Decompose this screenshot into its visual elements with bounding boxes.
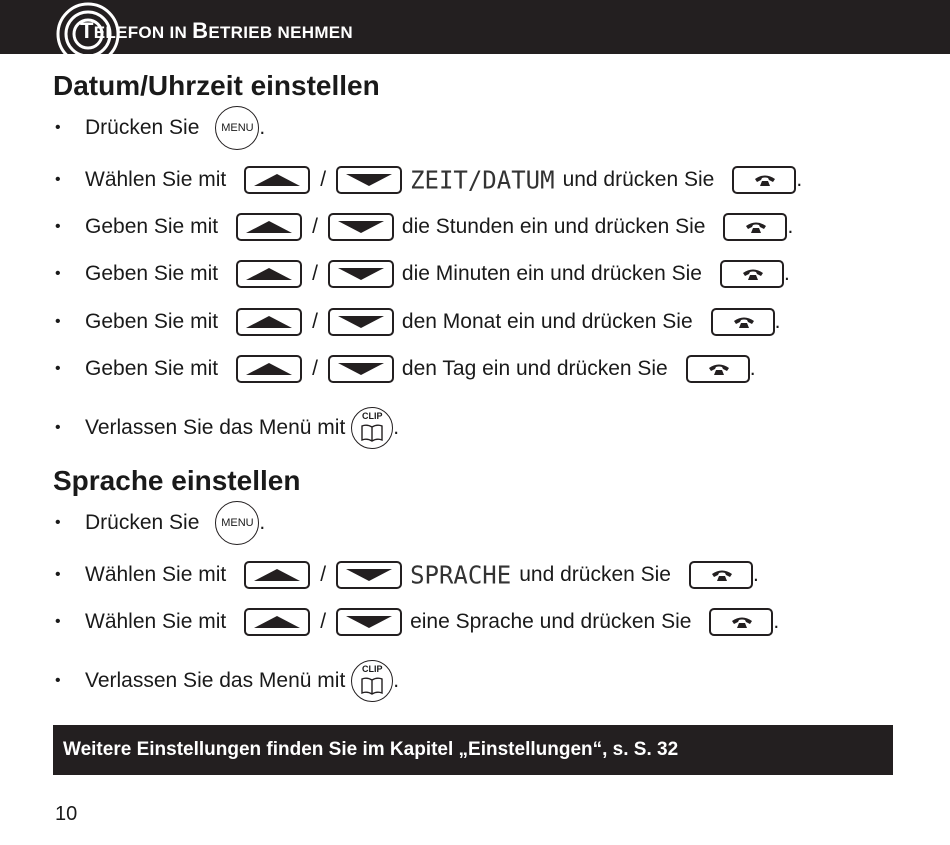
handset-key-icon[interactable]: [720, 260, 784, 288]
up-arrow-key-icon[interactable]: [244, 166, 310, 194]
header-rest-2: ETRIEB NEHMEN: [208, 23, 353, 42]
down-arrow-key-icon[interactable]: [328, 213, 394, 241]
slash-separator: /: [312, 357, 318, 380]
section-title: Datum/Uhrzeit einstellen: [53, 70, 380, 101]
step-text: die Minuten ein und drücken Sie: [401, 262, 702, 285]
step-punctuation: .: [393, 416, 400, 439]
book-clip-icon[interactable]: [351, 660, 393, 702]
step-text: den Tag ein und drücken Sie: [401, 357, 668, 380]
step-item: [55, 302, 780, 342]
step-text: Drücken Sie: [85, 116, 200, 139]
up-arrow-key-icon[interactable]: [244, 608, 310, 636]
step-text: Geben Sie mit: [85, 262, 219, 285]
step-text: Verlassen Sie das Menü mit: [85, 669, 346, 692]
page-number: 10: [55, 803, 78, 825]
info-bar: [53, 725, 893, 775]
bullet: •: [55, 566, 61, 583]
section-title: Sprache einstellen: [53, 465, 301, 496]
header-rest-1: ELEFON IN: [93, 23, 193, 42]
bullet: •: [55, 218, 61, 235]
slash-separator: /: [312, 310, 318, 333]
lcd-display-text: SPRACHE: [410, 560, 512, 590]
step-text: die Stunden ein und drücken Sie: [401, 215, 706, 238]
step-item: [55, 555, 759, 595]
step-text: Wählen Sie mit: [85, 168, 227, 191]
slash-separator: /: [320, 168, 327, 191]
down-arrow-key-icon[interactable]: [336, 608, 402, 636]
step-punctuation: .: [393, 669, 400, 692]
bullet: •: [55, 419, 61, 436]
up-arrow-key-icon[interactable]: [236, 260, 302, 288]
step-text: Geben Sie mit: [85, 357, 219, 380]
step-item: [55, 108, 265, 148]
header-bar: [0, 0, 950, 54]
step-item: [55, 408, 399, 448]
step-text: und drücken Sie: [519, 563, 671, 586]
bullet: •: [55, 360, 61, 377]
step-text: Wählen Sie mit: [85, 610, 227, 633]
step-text: den Monat ein und drücken Sie: [401, 310, 693, 333]
step-punctuation: .: [787, 215, 794, 238]
step-punctuation: .: [773, 610, 780, 633]
menu-key-icon[interactable]: MENU: [215, 501, 259, 545]
step-item: [55, 602, 779, 642]
step-item: [55, 160, 802, 200]
step-text: Geben Sie mit: [85, 310, 219, 333]
clip-key-label: CLIP: [362, 411, 383, 421]
handset-key-icon[interactable]: [711, 308, 775, 336]
step-punctuation: .: [259, 511, 266, 534]
handset-key-icon[interactable]: [723, 213, 787, 241]
step-punctuation: .: [783, 262, 790, 285]
down-arrow-key-icon[interactable]: [336, 561, 402, 589]
handset-key-icon[interactable]: [686, 355, 750, 383]
clip-key-label: CLIP: [362, 664, 383, 674]
step-text: Verlassen Sie das Menü mit: [85, 416, 346, 439]
step-punctuation: .: [749, 357, 756, 380]
step-item: [55, 207, 793, 247]
step-item: [55, 661, 399, 701]
down-arrow-key-icon[interactable]: [328, 260, 394, 288]
bullet: •: [55, 672, 61, 689]
up-arrow-key-icon[interactable]: [236, 355, 302, 383]
header-cap-2: B: [192, 18, 209, 43]
lcd-display-text: ZEIT/DATUM: [410, 165, 555, 195]
book-clip-icon[interactable]: [351, 407, 393, 449]
down-arrow-key-icon[interactable]: [328, 355, 394, 383]
slash-separator: /: [320, 610, 327, 633]
bullet: •: [55, 119, 61, 136]
step-text: Geben Sie mit: [85, 215, 219, 238]
handset-key-icon[interactable]: [689, 561, 753, 589]
up-arrow-key-icon[interactable]: [244, 561, 310, 589]
step-text: und drücken Sie: [562, 168, 715, 191]
slash-separator: /: [312, 215, 318, 238]
bullet: •: [55, 514, 61, 531]
step-item: [55, 254, 790, 294]
step-punctuation: .: [753, 563, 759, 586]
step-text: eine Sprache und drücken Sie: [410, 610, 692, 633]
handset-key-icon[interactable]: [732, 166, 796, 194]
handset-key-icon[interactable]: [709, 608, 773, 636]
step-text: Drücken Sie: [85, 511, 200, 534]
bullet: •: [55, 313, 61, 330]
info-bar-text: Weitere Einstellungen finden Sie im Kapitel „Einstellungen“, s. S. 32: [63, 739, 679, 760]
bullet: •: [55, 265, 61, 282]
header-title: [80, 18, 353, 44]
step-text: Wählen Sie mit: [85, 563, 227, 586]
slash-separator: /: [312, 262, 318, 285]
step-punctuation: .: [774, 310, 781, 333]
down-arrow-key-icon[interactable]: [336, 166, 402, 194]
slash-separator: /: [320, 563, 327, 586]
up-arrow-key-icon[interactable]: [236, 213, 302, 241]
step-item: [55, 503, 265, 543]
menu-key-icon[interactable]: MENU: [215, 106, 259, 150]
up-arrow-key-icon[interactable]: [236, 308, 302, 336]
bullet: •: [55, 171, 61, 188]
bullet: •: [55, 613, 61, 630]
step-item: [55, 349, 756, 389]
down-arrow-key-icon[interactable]: [328, 308, 394, 336]
step-punctuation: .: [259, 116, 266, 139]
step-punctuation: .: [796, 168, 803, 191]
header-cap-1: T: [80, 18, 94, 43]
